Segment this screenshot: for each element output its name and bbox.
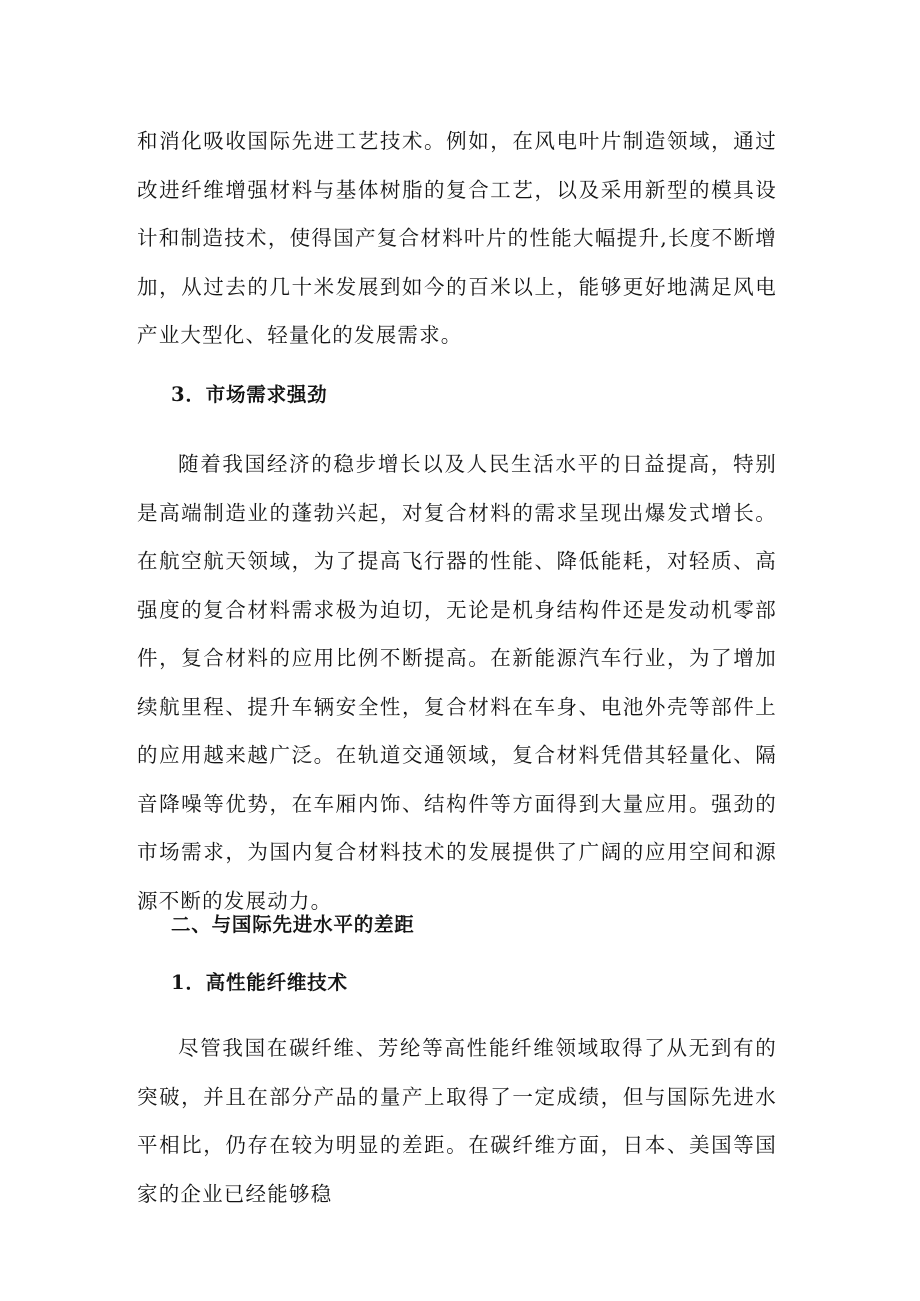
chapter-heading-gap: 二、与国际先进水平的差距: [171, 913, 415, 936]
body-paragraph-market-demand: 随着我国经济的稳步增长以及人民生活水平的日益提高，特别是高端制造业的蓬勃兴起，对复合材料的需求呈现出爆发式增长。在航空航天领域，为了提高飞行器的性能、降低能耗，对轻质、高强度的复合材料需求极为迫切，无论是机身结构件还是发动机零部件，复合材料的应用比例不断提高。在新能源汽车行业，为了增加续航里程、提升车辆安全性，复合材料在车身、电池外壳等部件上的应用越来越广泛。在轨道交通领域，复合材料凭借其轻量化、隔音降噪等优势，在车厢内饰、结构件等方面得到大量应用。强劲的市场需求，为国内复合材料技术的发展提供了广阔的应用空间和源源不断的发展动力。: [137, 452, 777, 913]
section-heading-fiber-technology: 1．高性能纤维技术: [171, 971, 348, 994]
section-heading-market-demand: 3．市场需求强劲: [171, 383, 328, 406]
body-paragraph: 和消化吸收国际先进工艺技术。例如，在风电叶片制造领域，通过改进纤维增强材料与基体树脂的复合工艺，以及采用新型的模具设计和制造技术，使得国产复合材料叶片的性能大幅提升,长度不断增加，从过去的几十米发展到如今的百米以上，能够更好地满足风电产业大型化、轻量化的发展需求。: [137, 129, 777, 347]
body-paragraph-fiber-technology: 尽管我国在碳纤维、芳纶等高性能纤维领域取得了从无到有的突破，并且在部分产品的量产上取得了一定成绩，但与国际先进水平相比，仍存在较为明显的差距。在碳纤维方面，日本、美国等国家的企业已经能够稳: [137, 1036, 777, 1206]
